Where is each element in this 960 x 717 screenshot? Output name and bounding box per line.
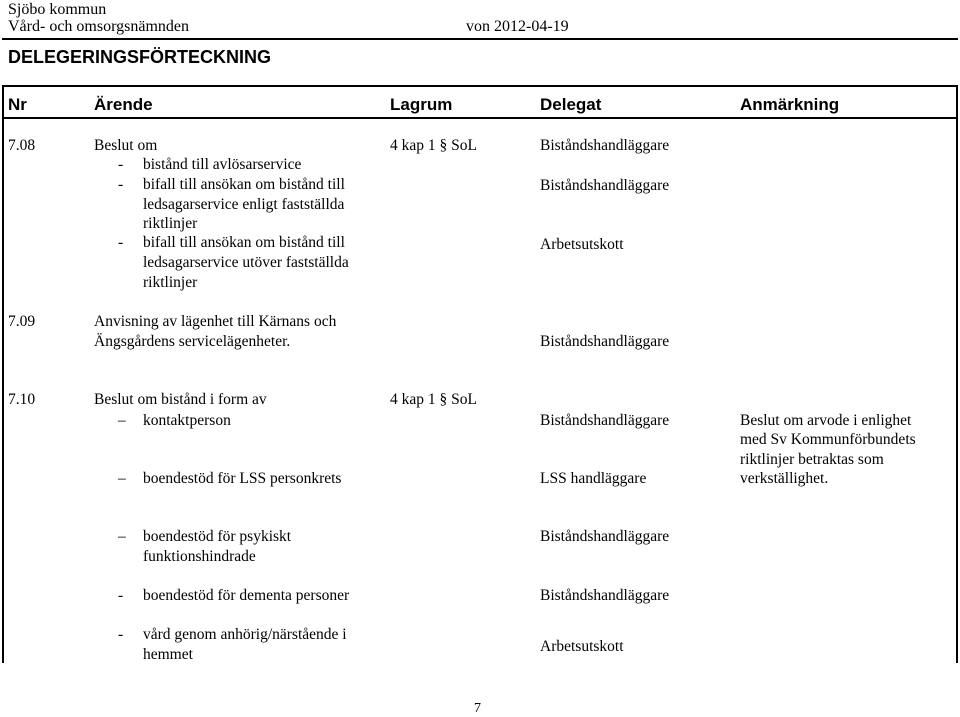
row-title: Beslut om xyxy=(94,137,158,154)
column-header-anmarkning: Anmärkning xyxy=(740,95,840,114)
delegat-cell: Arbetsutskott xyxy=(540,236,624,253)
list-item-continued: ledsagarservice enligt fastställda xyxy=(143,196,345,213)
column-header-delegat: Delegat xyxy=(540,95,602,114)
list-item-continued: riktlinjer xyxy=(143,274,198,291)
document-date: von 2012-04-19 xyxy=(466,18,569,35)
anmarkning-line: med Sv Kommunförbundets xyxy=(740,431,916,448)
list-item-dash: - xyxy=(118,234,124,251)
list-item-dash: - xyxy=(118,156,124,173)
table-left-border xyxy=(2,87,4,663)
row-number: 7.09 xyxy=(8,313,36,330)
column-header-lagrum: Lagrum xyxy=(390,95,453,114)
list-item: kontaktperson xyxy=(143,412,231,429)
list-item-dash: - xyxy=(118,626,124,643)
lagrum-cell: 4 kap 1 § SoL xyxy=(390,391,477,408)
list-item-dash: – xyxy=(118,528,126,545)
delegat-cell: Biståndshandläggare xyxy=(540,177,670,194)
list-item-continued: funktionshindrade xyxy=(143,548,256,565)
lagrum-cell: 4 kap 1 § SoL xyxy=(390,137,477,154)
column-header-arende: Ärende xyxy=(94,95,153,114)
list-item-continued: ledsagarservice utöver fastställda xyxy=(143,254,349,271)
row-text: Anvisning av lägenhet till Kärnans och xyxy=(94,313,337,330)
board-name: Vård- och omsorgsnämnden xyxy=(8,18,189,35)
list-item-continued: hemmet xyxy=(143,646,193,663)
anmarkning-line: riktlinjer betraktas som xyxy=(740,451,884,468)
document-title: DELEGERINGSFÖRTECKNING xyxy=(8,47,272,67)
list-item: bifall till ansökan om bistånd till xyxy=(143,176,345,193)
delegat-cell: Biståndshandläggare xyxy=(540,333,670,350)
list-item: bifall till ansökan om bistånd till xyxy=(143,234,345,251)
header-bottom-rule xyxy=(2,117,958,119)
row-text: Ängsgårdens servicelägenheter. xyxy=(94,333,291,350)
list-item-dash: - xyxy=(118,587,124,604)
column-header-nr: Nr xyxy=(8,95,27,114)
page-number: 7 xyxy=(474,701,481,716)
list-item: boendestöd för psykiskt xyxy=(143,528,292,545)
anmarkning-line: verkställighet. xyxy=(740,470,829,487)
list-item: boendestöd för LSS personkrets xyxy=(143,470,342,487)
delegat-cell: Biståndshandläggare xyxy=(540,137,670,154)
delegat-cell: Arbetsutskott xyxy=(540,638,624,655)
list-item-dash: – xyxy=(118,470,126,487)
delegat-cell: LSS handläggare xyxy=(540,470,647,487)
row-number: 7.08 xyxy=(8,137,36,154)
delegat-cell: Biståndshandläggare xyxy=(540,587,670,604)
row-title: Beslut om bistånd i form av xyxy=(94,391,267,408)
list-item-continued: riktlinjer xyxy=(143,215,198,232)
list-item-dash: – xyxy=(118,412,126,429)
list-item-dash: - xyxy=(118,176,124,193)
list-item: vård genom anhörig/närstående i xyxy=(143,626,347,643)
anmarkning-line: Beslut om arvode i enlighet xyxy=(740,412,912,429)
table-right-border xyxy=(956,87,958,663)
header-top-rule xyxy=(2,85,958,87)
municipality-name: Sjöbo kommun xyxy=(8,1,107,18)
delegat-cell: Biståndshandläggare xyxy=(540,412,670,429)
list-item: bistånd till avlösarservice xyxy=(143,156,302,173)
delegat-cell: Biståndshandläggare xyxy=(540,528,670,545)
row-number: 7.10 xyxy=(8,391,36,408)
list-item: boendestöd för dementa personer xyxy=(143,587,350,604)
title-top-rule xyxy=(2,38,958,40)
